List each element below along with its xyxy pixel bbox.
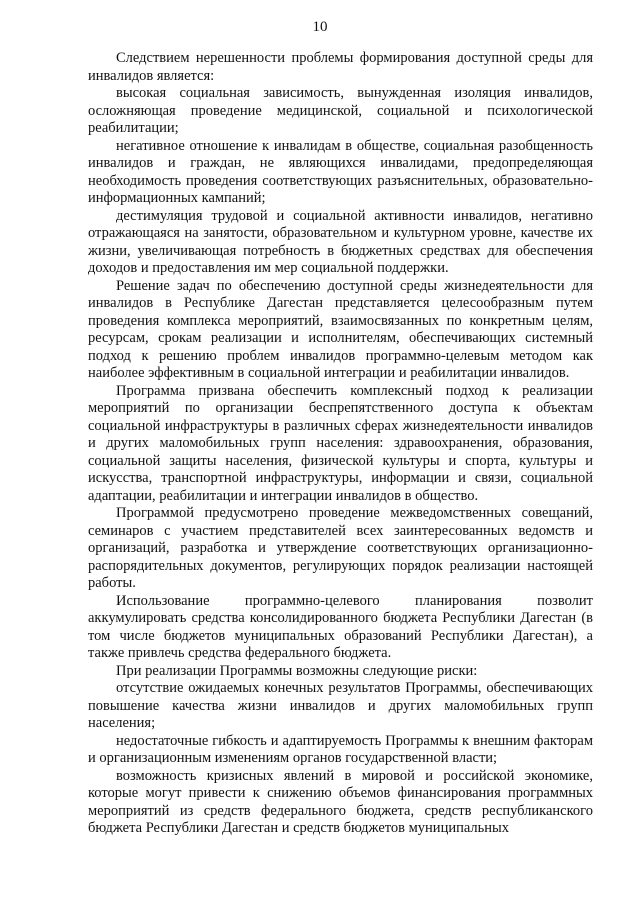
document-body bbox=[88, 50, 593, 838]
paragraph-program-purpose: Программа призвана обеспечить комплексный подход к реализации мероприятий по организации беспрепятственного доступа к объектам социальной инфраструктуры в различных сферах жизнедеятельности инвалидов и других маломобильных групп населения: здравоохранения, образования, социальной защиты населения, физической культуры и спорта, культуры и искусства, транспортной инфраструктуры, информации и связи, социальной адаптации, реабилитации и интеграции инвалидов в общество. bbox=[88, 382, 593, 504]
paragraph-risk-crisis: возможность кризисных явлений в мировой и российской экономике, которые могут привести к снижению объемов финансирования программных мероприятий из средств федерального бюджета, средств республиканского бюджета Республики Дагестан и средств бюджетов муниципальных bbox=[88, 767, 593, 836]
paragraph-interagency-meetings: Программой предусмотрено проведение межведомственных совещаний, семинаров с участием представителей всех заинтересованных ведомств и организаций, разработка и утверждение соответствующих организационно-распорядительных документов, регулирующих порядок реализации настоящей работы. bbox=[88, 505, 593, 591]
paragraph-consequences-intro: Следствием нерешенности проблемы формирования доступной среды для инвалидов является: bbox=[88, 50, 593, 84]
paragraph-risk-no-results: отсутствие ожидаемых конечных результатов Программы, обеспечивающих повышение качества жизни инвалидов и других маломобильных групп населения; bbox=[88, 680, 593, 731]
paragraph-risks-intro: При реализации Программы возможны следующие риски: bbox=[116, 662, 478, 679]
paragraph-social-dependence: высокая социальная зависимость, вынужденная изоляция инвалидов, осложняющая проведение медицинской, социальной и психологической реабилитации; bbox=[88, 85, 593, 136]
paragraph-planning-usage: Использование программно-целевого планирования позволит аккумулировать средства консолидированного бюджета Республики Дагестан (в том числе бюджетов муниципальных образований Республики Дагестан), а также привлечь средства федерального бюджета. bbox=[88, 592, 593, 661]
paragraph-negative-attitude: негативное отношение к инвалидам в обществе, социальная разобщенность инвалидов и граждан, не являющихся инвалидами, предопределяющая необходимость проведения соответствующих разъяснительных, образовательно-информационных кампаний; bbox=[88, 137, 593, 206]
page-number: 10 bbox=[312, 19, 328, 35]
paragraph-destimulation: дестимуляция трудовой и социальной активности инвалидов, негативно отражающаяся на занятости, образовательном и культурном уровне, качестве их жизни, увеличивающая потребность в бюджетных средствах для обеспечения доходов и предоставления им мер социальной поддержки. bbox=[88, 207, 593, 276]
paragraph-solution-tasks: Решение задач по обеспечению доступной среды жизнедеятельности для инвалидов в Республике Дагестан представляется целесообразным путем проведения комплекса мероприятий, взаимосвязанных по конкретным целям, ресурсам, срокам реализации и исполнителям, обеспечивающих системный подход к решению проблем инвалидов программно-целевым методом как наиболее эффективным в социальной интеграции и реабилитации инвалидов. bbox=[88, 277, 593, 381]
paragraph-risk-flexibility: недостаточные гибкость и адаптируемость Программы к внешним факторам и организационным изменениям органов государственной власти; bbox=[88, 732, 593, 766]
